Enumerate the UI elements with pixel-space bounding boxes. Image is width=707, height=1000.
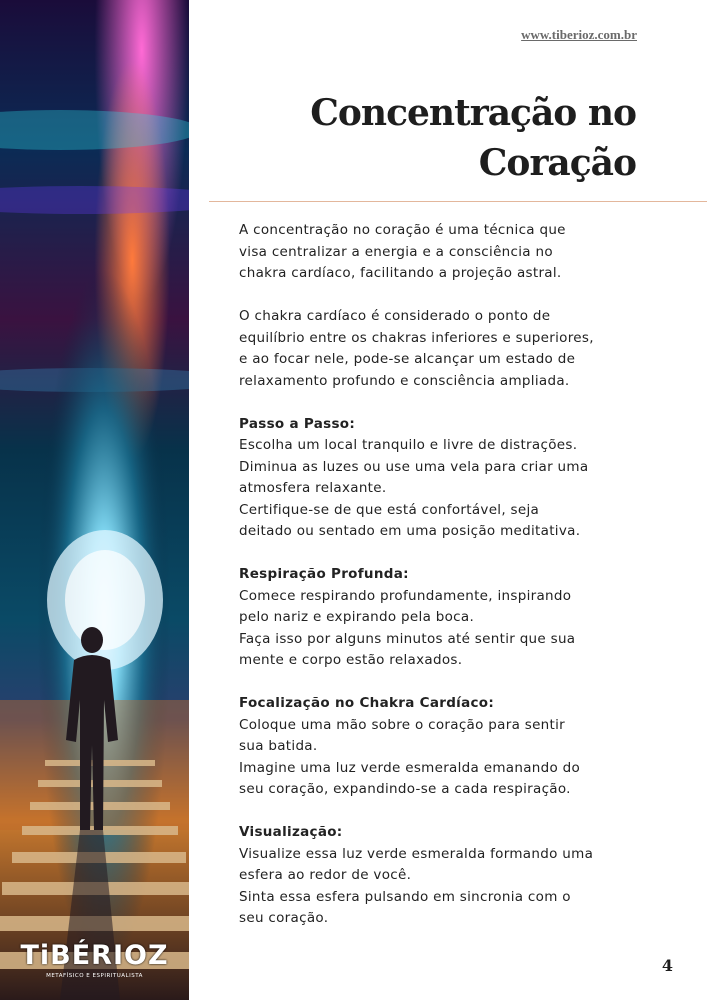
- section-line: Escolha um local tranquilo e livre de distrações.: [239, 437, 578, 453]
- intro-line: relaxamento profundo e consciência ampliada.: [239, 372, 570, 389]
- brand-logo: TiBÉRIOZ: [20, 940, 169, 971]
- section-heading: Passo a Passo:: [239, 415, 356, 432]
- section-line: atmosfera relaxante.: [239, 480, 387, 496]
- section-line: seu coração, expandindo-se a cada respiração.: [239, 781, 571, 797]
- section-line: Comece respirando profundamente, inspirando: [239, 587, 572, 604]
- section-line: Imagine uma luz verde esmeralda emanando do: [239, 759, 581, 776]
- intro-line: A concentração no coração é uma técnica que: [239, 222, 566, 238]
- brand-logo-block: [0, 940, 189, 979]
- section-line: Diminua as luzes ou use uma vela para criar uma: [239, 458, 589, 475]
- page-title-line-1: Concentração no: [310, 92, 636, 134]
- section-line: Certifique-se de que está confortável, seja: [239, 501, 540, 518]
- intro-line: equilíbrio entre os chakras inferiores e superiores,: [239, 329, 594, 346]
- intro-line: O chakra cardíaco é considerado o ponto de: [239, 308, 551, 324]
- intro-line: chakra cardíaco, facilitando a projeção astral.: [239, 265, 562, 281]
- section-line: sua batida.: [239, 738, 318, 754]
- intro-line: visa centralizar a energia e a consciência no: [239, 243, 553, 260]
- title-divider: [209, 201, 707, 202]
- cosmic-tunnel-illustration: [0, 0, 189, 1000]
- section-heading: Visualização:: [239, 824, 343, 840]
- section-line: pelo nariz e expirando pela boca.: [239, 609, 475, 625]
- page-title: [236, 88, 636, 188]
- section-heading: Focalização no Chakra Cardíaco:: [239, 695, 495, 711]
- section-line: seu coração.: [239, 910, 329, 926]
- page-number: 4: [661, 956, 673, 975]
- website-link[interactable]: www.tiberioz.com.br: [521, 27, 637, 42]
- section-line: Sinta essa esfera pulsando em sincronia com o: [239, 888, 571, 905]
- section-line: mente e corpo estão relaxados.: [239, 652, 463, 668]
- intro-line: e ao focar nele, pode-se alcançar um estado de: [239, 351, 576, 367]
- section-heading: Respiração Profunda:: [239, 566, 409, 582]
- article-body: [239, 220, 659, 930]
- section-line: Visualize essa luz verde esmeralda formando uma: [239, 845, 594, 862]
- page-title-line-2: Coração: [478, 142, 636, 184]
- brand-tagline: METAFÍSICO E ESPIRITUALISTA: [46, 973, 143, 979]
- section-line: Coloque uma mão sobre o coração para sentir: [239, 716, 566, 733]
- section-line: Faça isso por alguns minutos até sentir que sua: [239, 630, 576, 647]
- section-line: deitado ou sentado em uma posição meditativa.: [239, 523, 581, 539]
- section-line: esfera ao redor de você.: [239, 867, 412, 883]
